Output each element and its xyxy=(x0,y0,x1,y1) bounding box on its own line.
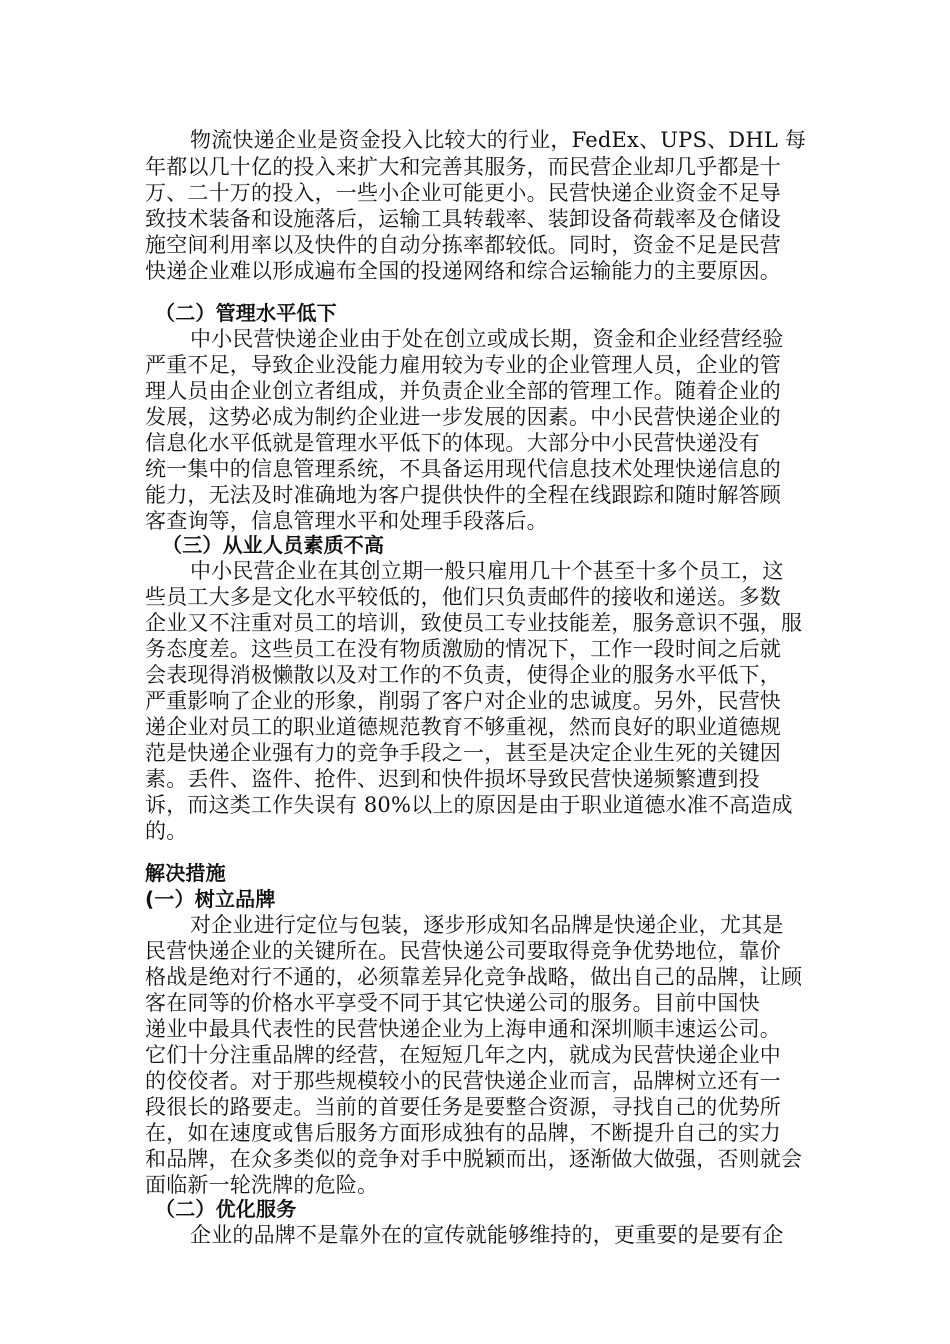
paragraph-line: 面临新一轮洗牌的危险。 xyxy=(145,1173,379,1197)
paragraph-line: 些员工大多是文化水平较低的，他们只负责邮件的接收和递送。多数 xyxy=(145,585,781,609)
section-heading: （二）优化服务 xyxy=(155,1197,297,1221)
paragraph-line: 它们十分注重品牌的经营，在短短几年之内，就成为民营快递企业中 xyxy=(145,1043,781,1067)
paragraph-line: 信息化水平低就是管理水平低下的体现。大部分中小民营快递没有 xyxy=(145,431,760,455)
paragraph-line: 施空间利用率以及快件的自动分拣率都较低。同时，资金不足是民营 xyxy=(145,233,781,257)
paragraph-line: 理人员由企业创立者组成，并负责企业全部的管理工作。随着企业的 xyxy=(145,379,781,403)
paragraph-line: 中小民营快递企业由于处在创立或成长期，资金和企业经营经验 xyxy=(190,327,784,351)
paragraph-line: 和品牌，在众多类似的竞争对手中脱颖而出，逐渐做大做强，否则就会 xyxy=(145,1147,803,1171)
paragraph-line: 企业又不注重对员工的培训，致使员工专业技能差，服务意识不强，服 xyxy=(145,611,803,635)
paragraph-line: 的佼佼者。对于那些规模较小的民营快递企业而言，品牌树立还有一 xyxy=(145,1069,781,1093)
section-heading: 解决措施 xyxy=(145,861,226,885)
paragraph-line: 递企业对员工的职业道德规范教育不够重视，然而良好的职业道德规 xyxy=(145,715,781,739)
paragraph-line: 段很长的路要走。当前的首要任务是要整合资源，寻找自己的优势所 xyxy=(145,1095,781,1119)
paragraph-line: 严重影响了企业的形象，削弱了客户对企业的忠诚度。另外，民营快 xyxy=(145,689,781,713)
paragraph-line: 务态度差。这些员工在没有物质激励的情况下，工作一段时间之后就 xyxy=(145,637,781,661)
paragraph-line: 致技术装备和设施落后，运输工具转载率、装卸设备荷载率及仓储设 xyxy=(145,207,781,231)
paragraph-line: 素。丢件、盗件、抢件、迟到和快件损坏导致民营快递频繁遭到投 xyxy=(145,767,760,791)
paragraph-line: 能力，无法及时准确地为客户提供快件的全程在线跟踪和随时解答顾 xyxy=(145,483,781,507)
paragraph-line: 统一集中的信息管理系统，不具备运用现代信息技术处理快递信息的 xyxy=(145,457,781,481)
paragraph-line: 客在同等的价格水平享受不同于其它快递公司的服务。目前中国快 xyxy=(145,991,760,1015)
section-heading: （三）从业人员素质不高 xyxy=(162,533,385,557)
paragraph-line: 会表现得消极懒散以及对工作的不负责，使得企业的服务水平低下， xyxy=(145,663,781,687)
paragraph-line: 格战是绝对行不通的，必须靠差异化竞争战略，做出自己的品牌，让顾 xyxy=(145,965,803,989)
section-heading: (一）树立品牌 xyxy=(145,887,276,911)
paragraph-line: 万、二十万的投入，一些小企业可能更小。民营快递企业资金不足导 xyxy=(145,181,781,205)
paragraph-line: 中小民营企业在其创立期一般只雇用几十个甚至十多个员工，这 xyxy=(190,559,784,583)
paragraph-line: 诉，而这类工作失误有 80%以上的原因是由于职业道德水准不高造成 xyxy=(145,793,793,817)
paragraph-line: 物流快递企业是资金投入比较大的行业，FedEx、UPS、DHL 每 xyxy=(190,128,807,152)
paragraph-line: 客查询等，信息管理水平和处理手段落后。 xyxy=(145,509,548,533)
section-heading: （二）管理水平低下 xyxy=(155,301,337,325)
paragraph-line: 严重不足，导致企业没能力雇用较为专业的企业管理人员，企业的管 xyxy=(145,353,781,377)
paragraph-line: 民营快递企业的关键所在。民营快递公司要取得竞争优势地位，靠价 xyxy=(145,939,781,963)
paragraph-line: 的。 xyxy=(145,819,188,843)
paragraph-line: 在，如在速度或售后服务方面形成独有的品牌，不断提升自己的实力 xyxy=(145,1121,781,1145)
paragraph-line: 企业的品牌不是靠外在的宣传就能够维持的，更重要的是要有企 xyxy=(190,1223,784,1247)
paragraph-line: 发展，这势必成为制约企业进一步发展的因素。中小民营快递企业的 xyxy=(145,405,781,429)
paragraph-line: 范是快递企业强有力的竞争手段之一，甚至是决定企业生死的关键因 xyxy=(145,741,781,765)
paragraph-line: 年都以几十亿的投入来扩大和完善其服务，而民营企业却几乎都是十 xyxy=(145,155,781,179)
paragraph-line: 快递企业难以形成遍布全国的投递网络和综合运输能力的主要原因。 xyxy=(145,259,781,283)
paragraph-line: 递业中最具代表性的民营快递企业为上海申通和深圳顺丰速运公司。 xyxy=(145,1017,781,1041)
paragraph-line: 对企业进行定位与包装，逐步形成知名品牌是快递企业，尤其是 xyxy=(190,913,784,937)
